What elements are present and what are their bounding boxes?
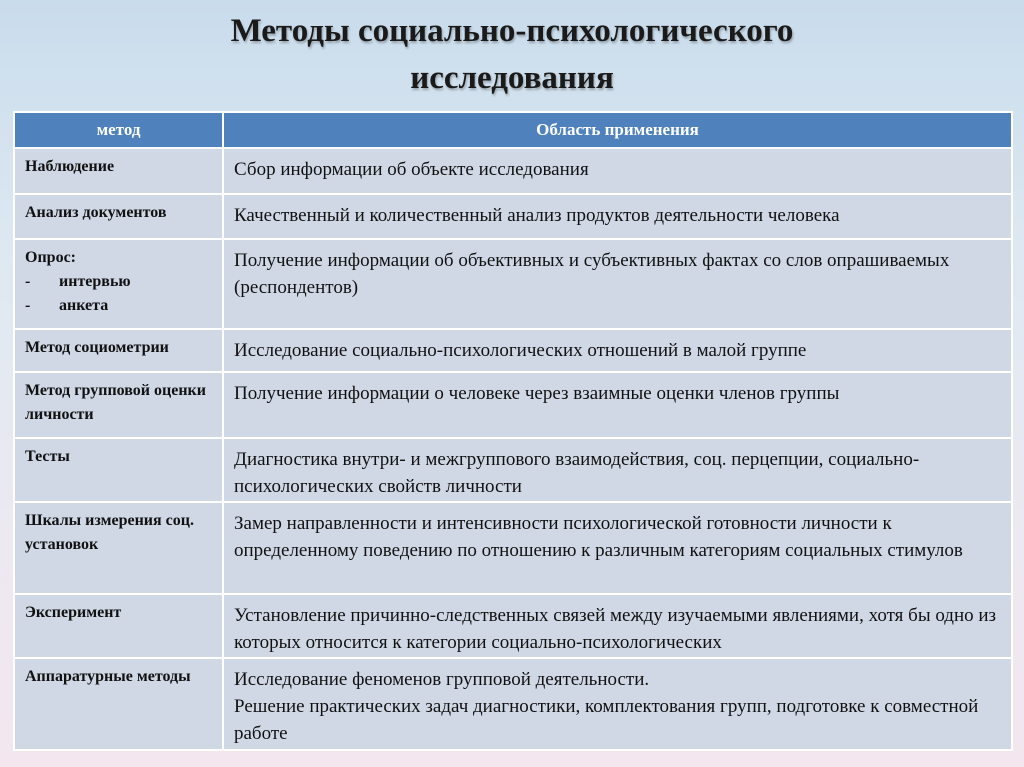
header-method: метод — [14, 112, 223, 148]
application-cell — [223, 239, 1012, 329]
application-text: Замер направленности и интенсивности психологической готовности личности к определенному поведению по отношению к различным категориям социальных стимулов — [234, 513, 963, 561]
table-row — [14, 329, 1012, 372]
methods-table — [13, 111, 1013, 751]
application-text: Диагностика внутри- и межгруппового взаимодействия, соц. перцепции, социально-психологических свойств личности — [234, 449, 920, 497]
method-sub-text: анкета — [59, 297, 109, 314]
application-cell — [223, 148, 1012, 194]
application-cell — [223, 502, 1012, 594]
method-sub-text: интервью — [59, 273, 131, 290]
method-sub-item: - анкета — [25, 297, 109, 314]
method-cell: Эксперимент — [14, 594, 223, 658]
application-cell — [223, 658, 1012, 750]
application-text: Получение информации об объективных и субъективных фактах со слов опрашиваемых (респондентов) — [234, 250, 950, 298]
table-row — [14, 194, 1012, 239]
table-row — [14, 502, 1012, 594]
method-cell: Шкалы измерения соц. установок — [14, 502, 223, 594]
table-row — [14, 438, 1012, 502]
application-text: Получение информации о человеке через взаимные оценки членов группы — [234, 383, 840, 404]
application-cell — [223, 372, 1012, 438]
method-cell — [14, 239, 223, 329]
title-line-2: исследования — [410, 60, 614, 96]
application-cell — [223, 194, 1012, 239]
table-row — [14, 372, 1012, 438]
title-line-1: Методы социально-психологического — [230, 13, 794, 49]
method-cell: Наблюдение — [14, 148, 223, 194]
application-text: Качественный и количественный анализ продуктов деятельности человека — [234, 205, 840, 226]
application-text: Установление причинно-следственных связей между изучаемыми явлениями, хотя бы одно из которых относится к категории социально-психологических — [234, 605, 997, 653]
method-cell: Метод социометрии — [14, 329, 223, 372]
table-row — [14, 594, 1012, 658]
table-header-row — [14, 112, 1012, 148]
application-cell — [223, 329, 1012, 372]
application-text: Решение практических задач диагностики, комплектования групп, подготовке к совместной работе — [234, 696, 979, 744]
application-text: Сбор информации об объекте исследования — [234, 159, 589, 180]
header-application: Область применения — [223, 112, 1012, 148]
method-label: Опрос: — [25, 249, 76, 266]
method-cell: Метод групповой оценки личности — [14, 372, 223, 438]
application-cell — [223, 438, 1012, 502]
table-row — [14, 658, 1012, 750]
table-row — [14, 239, 1012, 329]
page-title — [0, 8, 1024, 102]
application-cell — [223, 594, 1012, 658]
application-text: Исследование социально-психологических отношений в малой группе — [234, 340, 807, 361]
method-sub-item: - интервью — [25, 273, 131, 290]
table-row — [14, 148, 1012, 194]
application-text: Исследование феноменов групповой деятельности. — [234, 669, 650, 690]
method-cell: Анализ документов — [14, 194, 223, 239]
method-cell: Тесты — [14, 438, 223, 502]
method-cell: Аппаратурные методы — [14, 658, 223, 750]
